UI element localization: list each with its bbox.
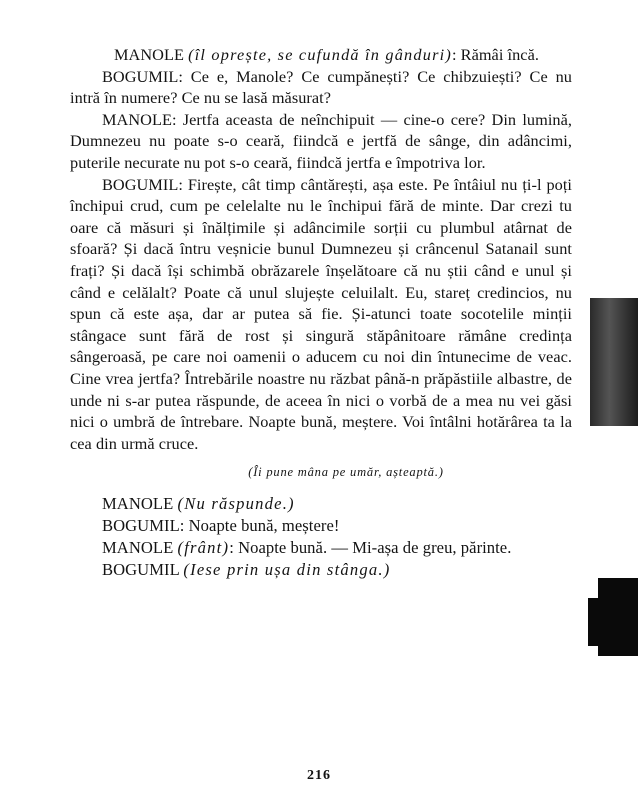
dialogue-line-manole-2	[70, 109, 572, 174]
speaker-manole: MANOLE:	[102, 109, 177, 129]
scan-edge-mark-lower-left	[588, 598, 600, 646]
dialogue-text: Firește, cât timp cântărești, așa este. Pe întâiul nu ți-l poți închipui crud, cum pe celelalte nu le închipui fără de minte. Dar crezi tu oare că măsuri și înălțimile și adâncimile sorții cu plumbul atârnat de sfoară? Și dacă întru veșnicie bunul Dumnezeu și crâncenul Satanail sunt frați? Și dacă își schimbă obrăzarele înșelătoare că nu știi când e unul și când e celălalt? Poate că unul slujește celuilalt. Eu, stareț credincios, nu spun că este așa, dar ar putea să fie. Și-atunci toate socotelile minții stângace sunt fără de rost și singură stăpânitoare rămâne credința sângeroasă, pe care noi oamenii o aducem cu noi din întunecime de veac. Cine vrea jertfa? Întrebările noastre nu răzbat până-n prăpăstiile albastre, de unde ni s-ar putea răspunde, de aceea în nici o vorbă de a mea nu vei găsi nici o umbră de întrebare. Noapte bună, meștere. Voi întâlni hotărârea ta la cea din urmă cruce.	[70, 174, 572, 453]
dialogue-line-manole-4	[70, 537, 572, 559]
speaker-bogumil: BOGUMIL:	[102, 174, 183, 194]
dialogue-text: Jertfa aceasta de neînchipuit — cine-o cere? Din lumină, Dumnezeu nu poate s-o ceară, fiindcă e jertfă de sânge, din adâncimi, puterile necurate nu pot s-o ceară, fiindcă jertfa e împotriva lor.	[70, 109, 572, 172]
scan-edge-mark-upper	[590, 298, 638, 426]
stage-direction-inline: (frânt)	[177, 537, 230, 557]
page-number: 216	[307, 768, 331, 783]
dialogue-text: Ce e, Manole? Ce cumpănești? Ce chibzuiești? Ce nu intră în numere? Ce nu se lasă măsurat?	[70, 66, 572, 108]
speaker-manole: MANOLE	[114, 45, 184, 64]
dialogue-text: : Noapte bună. — Mi-așa de greu, părinte.	[229, 537, 512, 557]
dialogue-line-bogumil-3	[70, 515, 572, 537]
speaker-bogumil: BOGUMIL:	[102, 515, 185, 535]
stage-direction-inline: (Iese prin ușa din stânga.)	[183, 559, 391, 579]
speaker-bogumil: BOGUMIL	[102, 559, 180, 579]
dialogue-text: : Rămâi încă.	[451, 45, 539, 64]
dialogue-line-manole-1	[70, 44, 572, 66]
speaker-manole: MANOLE	[102, 537, 174, 557]
dialogue-text	[70, 44, 572, 581]
dialogue-line-bogumil-2	[70, 174, 572, 455]
dialogue-line-bogumil-4	[70, 559, 572, 581]
scan-edge-mark-lower	[598, 578, 638, 656]
dialogue-line-manole-3	[70, 493, 572, 515]
stage-direction-inline: (îl oprește, se cufundă în gânduri)	[188, 45, 452, 64]
speaker-bogumil: BOGUMIL:	[102, 66, 183, 86]
stage-direction-inline: (Nu răspunde.)	[177, 493, 295, 513]
dialogue-text: Noapte bună, meștere!	[184, 515, 340, 535]
stage-direction-centered: (Îi pune mâna pe umăr, așteaptă.)	[248, 465, 444, 480]
dialogue-line-bogumil-1	[70, 66, 572, 109]
speaker-manole: MANOLE	[102, 493, 174, 513]
